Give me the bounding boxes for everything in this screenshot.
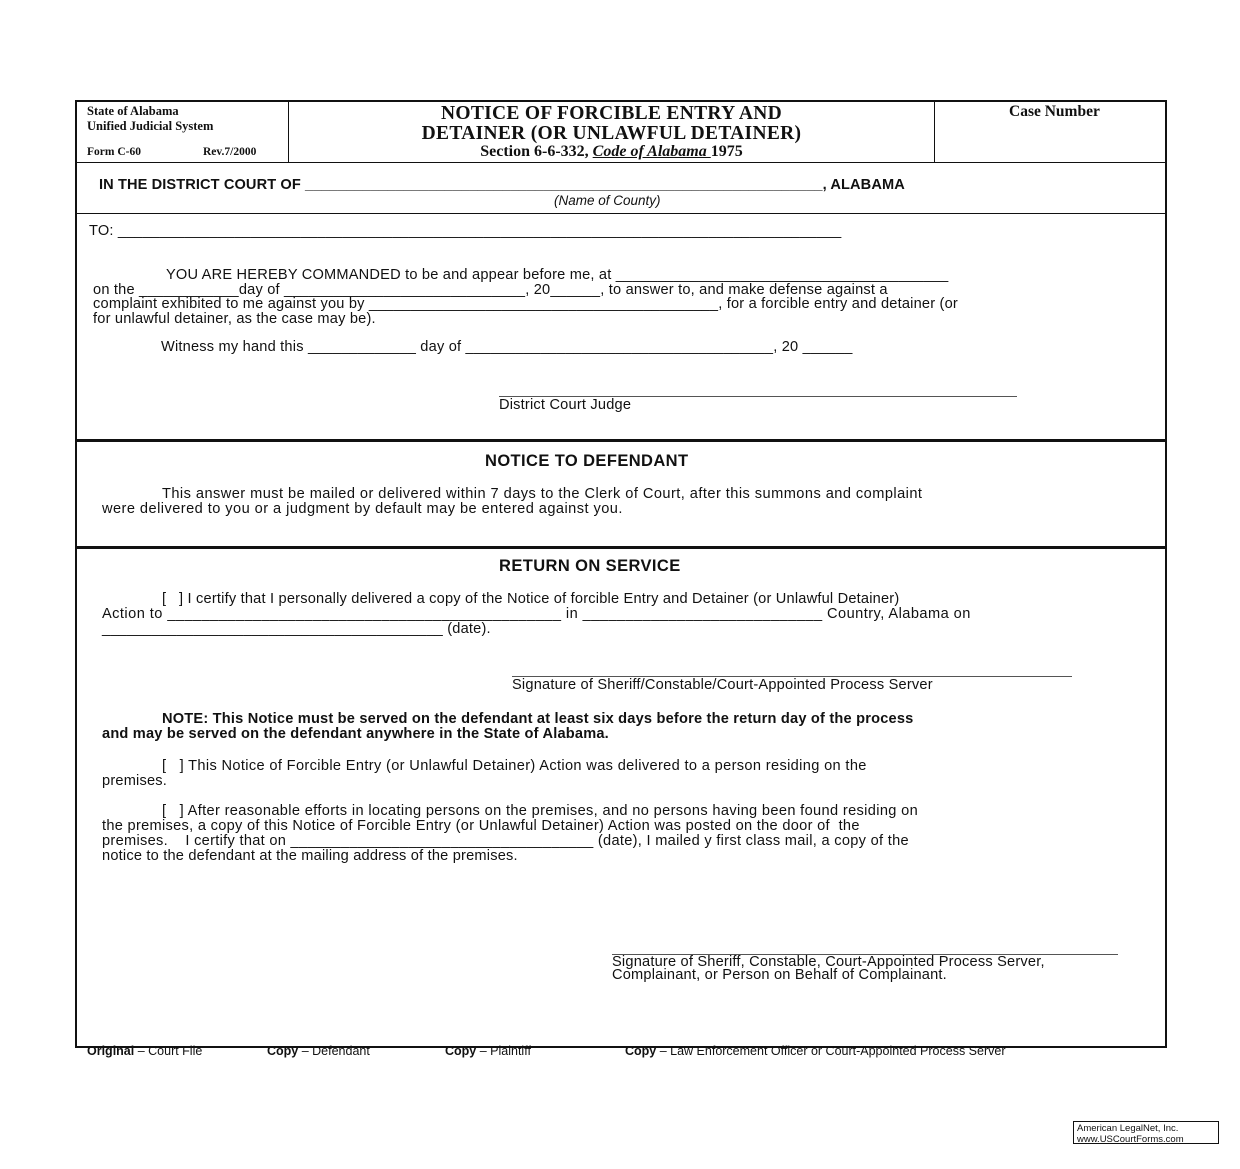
option-posted-line-2: the premises, a copy of this Notice of Forcible Entry (or Unlawful Detainer) Action was posted on the door of the: [102, 818, 860, 834]
command-line-2: on the ____________day of _____________________________, 20______, to answer to, and make defense against a: [93, 282, 888, 298]
notice-line-2: were delivered to you or a judgment by default may be entered against you.: [102, 501, 623, 517]
case-number-label: Case Number: [1009, 103, 1100, 120]
form-title-line1: NOTICE OF FORCIBLE ENTRY AND: [440, 103, 783, 124]
certify-line-2: Action to ______________________________________________ in ____________________________ Country, Alabama on: [102, 606, 971, 622]
system-label: Unified Judicial System: [87, 119, 214, 133]
original-destination: – Court File: [134, 1044, 203, 1058]
server-signature-caption-1: Signature of Sheriff, Constable, Court-Appointed Process Server,: [612, 954, 1045, 970]
header-col-divider-right: [934, 100, 935, 163]
original-label: Original: [87, 1044, 135, 1058]
copy-plaintiff-destination: – Plaintiff: [476, 1044, 531, 1058]
copy-defendant-destination: – Defendant: [298, 1044, 370, 1058]
command-line-4: for unlawful detainer, as the case may be).: [93, 311, 376, 327]
command-line-3: complaint exhibited to me against you by __________________________________________, for a forcible entry and detainer (or: [93, 296, 958, 312]
court-line: IN THE DISTRICT COURT OF _______________________________________________________________, ALABAMA: [99, 177, 905, 193]
certify-line-3: _________________________________________ (date).: [102, 621, 491, 637]
state-label: State of Alabama: [87, 104, 179, 118]
option-posted-line-1: [ ] After reasonable efforts in locating persons on the premises, and no persons having been found residing on: [162, 803, 919, 819]
copy-plaintiff-label: Copy: [445, 1044, 477, 1058]
notice-divider: [75, 546, 1167, 549]
option-residing-line-2: premises.: [102, 773, 168, 789]
to-line: TO: _______________________________________________________________________________________: [89, 223, 842, 239]
witness-line: Witness my hand this _____________ day of _____________________________________, 20 ______: [161, 339, 853, 355]
option-posted-line-3: premises. I certify that on ____________________________________ (date), I mailed y first class mail, a copy of the: [102, 833, 909, 849]
distribution-copy-defendant: [267, 1044, 370, 1058]
publisher-url: www.USCourtForms.com: [1077, 1134, 1184, 1145]
publisher-badge: [1073, 1121, 1219, 1144]
return-heading: RETURN ON SERVICE: [499, 557, 681, 575]
distribution-copy-plaintiff: [445, 1044, 531, 1058]
statute-citation: [289, 143, 934, 161]
summons-divider: [75, 439, 1167, 442]
copy-defendant-label: Copy: [267, 1044, 299, 1058]
option-residing-line-1: [ ] This Notice of Forcible Entry (or Unlawful Detainer) Action was delivered to a person residing on the: [162, 758, 867, 774]
server-signature-caption-2: Complainant, or Person on Behalf of Complainant.: [612, 967, 947, 983]
certify-line-1: [ ] I certify that I personally delivered a copy of the Notice of forcible Entry and Detainer (or Unlawful Detainer): [162, 591, 900, 607]
notice-heading: NOTICE TO DEFENDANT: [485, 452, 689, 470]
distribution-copy-officer: [625, 1044, 1005, 1058]
statute-code: Code of Alabama: [592, 143, 711, 160]
form-number: Form C-60: [87, 146, 141, 158]
judge-caption: District Court Judge: [499, 397, 632, 413]
copy-officer-destination: – Law Enforcement Officer or Court-Appointed Process Server: [656, 1044, 1006, 1058]
county-caption: (Name of County): [554, 193, 661, 208]
copy-officer-label: Copy: [625, 1044, 657, 1058]
form-title-line2: DETAINER (OR UNLAWFUL DETAINER): [421, 123, 802, 144]
statute-section: Section 6-6-332,: [480, 143, 593, 160]
sheriff-signature-caption: Signature of Sheriff/Constable/Court-Appointed Process Server: [512, 677, 933, 693]
court-divider: [75, 213, 1167, 214]
header-divider: [75, 162, 1167, 163]
revision-label: Rev.7/2000: [203, 146, 257, 158]
notice-line-1: This answer must be mailed or delivered within 7 days to the Clerk of Court, after this summons and complaint: [162, 486, 923, 502]
publisher-name: American LegalNet, Inc.: [1077, 1123, 1179, 1134]
note-line-2: and may be served on the defendant anywhere in the State of Alabama.: [102, 726, 609, 742]
statute-year: 1975: [710, 143, 743, 160]
option-posted-line-4: notice to the defendant at the mailing address of the premises.: [102, 848, 518, 864]
command-line-1: YOU ARE HEREBY COMMANDED to be and appear before me, at ________________________________________: [166, 267, 949, 283]
note-line-1: NOTE: This Notice must be served on the defendant at least six days before the return day of the process: [162, 711, 914, 727]
distribution-original: [87, 1044, 202, 1058]
